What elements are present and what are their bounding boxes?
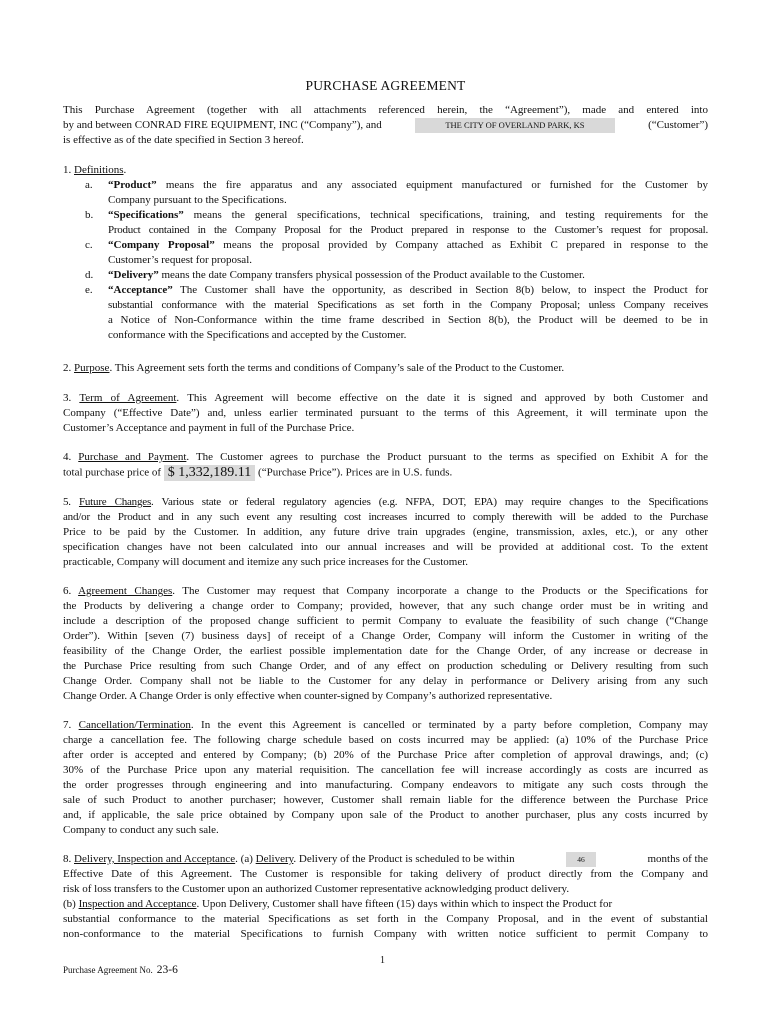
footer-agreement-number: Purchase Agreement No. 23-6 (63, 964, 178, 976)
intro-paragraph (63, 103, 708, 148)
section-heading: Delivery, Inspection and Acceptance (74, 853, 236, 865)
section-term: 3. Term of Agreement. This Agreement will become effective on the date it is signed and approved by both Customer and Company (“Effective Date”) and, unless earlier terminated pursuant to the terms of this Agreement, it will terminate upon the Customer’s Acceptance and payment in full of the Purchase Price. (63, 392, 708, 434)
intro-line: (“Customer”) (648, 119, 708, 131)
page-number: 1 (380, 955, 385, 966)
intro-line: by and between CONRAD FIRE EQUIPMENT, INC (“Company”), and (63, 119, 382, 131)
section-definitions: 1. Definitions. (63, 164, 127, 176)
list-item: e. “Acceptance” The Customer shall have the opportunity, as described in Section 8(b) below, to inspect the Product for substantial conformance with the material Specifications as set forth in the Company Proposal; unless Company receives a Notice of Non-Conformance within the time frame described in Section 8(b), the Product will be deemed to be in conformance with the Specifications and accepted by the Customer. (85, 284, 708, 341)
section-purchase-payment: 4. Purchase and Payment. The Customer agrees to purchase the Product pursuant to the terms as specified on Exhibit A for the total purchase price of $ 1,332,189.11 (“Purchase Price”). Prices are in U.S. funds. (63, 451, 709, 480)
list-item: c. “Company Proposal” means the proposal provided by Company attached as Exhibit C prepared in response to the Customer’s request for proposal. (85, 239, 709, 266)
section-heading: Term of Agreement (79, 392, 177, 404)
definitions-list (85, 178, 708, 343)
section-heading: Purpose (74, 362, 110, 374)
section-cancellation: 7. Cancellation/Termination. In the event this Agreement is cancelled or terminated by a party before completion, Company may charge a cancellation fee. The following charge schedule based on costs incurred may be applied: (a) 10% of the Purchase Price after order is accepted and entered by Company; (b) 20% of the Purchase Price after completion of approval drawings, and; (c) 30% of the Purchase Price upon any material requisition. The cancellation fee will increase accordingly as costs are incurred as the order progresses through engineering and into manufacturing. Company endeavors to mitigate any such costs through the sale of such Product to another purchaser; however, Customer shall remain liable for the difference between the Purchase Price and, if applicable, the sale price obtained by Company upon sale of the Product to another purchaser, plus any costs incurred by Company to conduct any such sale. (63, 719, 708, 836)
section-agreement-changes: 6. Agreement Changes. The Customer may request that Company incorporate a change to the Products or the Specifications for the Products by delivering a change order to Company; provided, however, that any such change order must be in writing and include a description of the proposed change sufficient to permit Company to evaluate the feasibility of such change (“Change Order”). Within [seven (7) business days] of receipt of a Change Order, Company will inform the Customer in writing of the feasibility of the Change Order, the earliest possible implementation date for the Change Order, of any increase or decrease in the Purchase Price resulting from such Change Order, and of any effect on production scheduling or Delivery resulting from such Change Order. Company shall not be liable to the Customer for any delay in performance or Delivery arising from any such Change Order. A Change Order is only effective when counter-signed by Company’s authorized representative. (63, 585, 708, 702)
intro-line: is effective as of the date specified in Section 3 hereof. (63, 134, 304, 146)
delivery-months-field[interactable]: 46 (566, 852, 596, 867)
section-heading: Future Changes (78, 496, 152, 508)
list-item: b. “Specifications” means the general specifications, technical specifications, training, and testing requirements for the Product contained in the Company Proposal for the Product prepared in response to the Customer’s request for proposal. (85, 209, 708, 236)
page-title: PURCHASE AGREEMENT (305, 78, 466, 93)
section-purpose: 2. Purpose. This Agreement sets forth the terms and conditions of Company’s sale of the Product to the Customer. (63, 362, 565, 374)
customer-name-field[interactable]: THE CITY OF OVERLAND PARK, KS (415, 118, 615, 133)
section-delivery-inspection: 8. Delivery, Inspection and Acceptance. (a) Delivery. Delivery of the Product is scheduled to be within 46 months of the Effective Date of this Agreement. The Customer is responsible for taking delivery of product directly from the Company and risk of loss transfers to the Customer upon an authorized Customer representative acknowledging product delivery. (b) Inspection and Acceptance. Upon Delivery, Customer shall have fifteen (15) days within which to inspect the Product for substantial conformance to the material Specifications as set forth in the Company Proposal, and in the event of substantial non-conformance to the material Specifications to furnish Company with written notice sufficient to permit Company to (63, 853, 708, 940)
section-heading: Cancellation/Termination (78, 719, 191, 731)
list-item: d. “Delivery” means the date Company transfers physical possession of the Product available to the Customer. (85, 269, 585, 281)
purchase-price-field[interactable]: $ 1,332,189.11 (164, 465, 255, 481)
intro-line: This Purchase Agreement (together with all attachments referenced herein, the “Agreement”), made and entered into (63, 104, 708, 116)
section-heading: Definitions (74, 164, 124, 176)
section-future-changes: 5. Future Changes. Various state or federal regulatory agencies (e.g. NFPA, DOT, EPA) may require changes to the Specifications and/or the Product and in any such event any resulting cost increases incurred to comply therewith will be added to the Purchase Price to be paid by the Customer. In addition, any future drive train upgrades (engine, transmission, axles, etc.), or any other specification changes have not been calculated into our annual increases and will be provided at additional cost. To the extent practicable, Company will document and itemize any such price increases for the Customer. (63, 496, 708, 568)
list-item: a. “Product” means the fire apparatus and any associated equipment manufactured or furnished for the Customer by Company pursuant to the Specifications. (85, 179, 708, 206)
section-heading: Purchase and Payment (78, 451, 187, 463)
section-heading: Agreement Changes (78, 585, 173, 597)
